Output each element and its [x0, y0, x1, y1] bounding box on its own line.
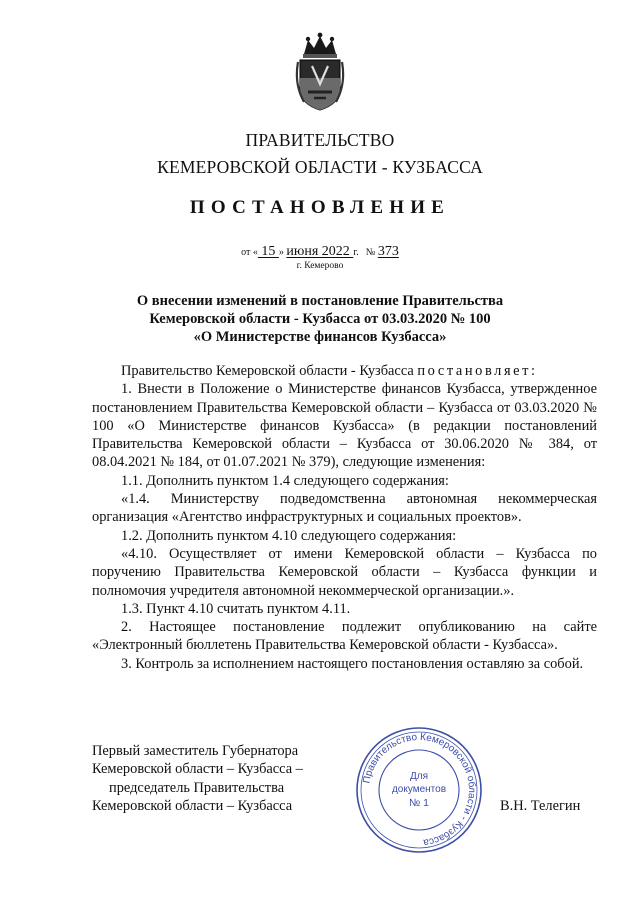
- signer-name: В.Н. Телегин: [500, 798, 581, 814]
- signer-line: председатель Правительства: [109, 779, 285, 796]
- document-body: [92, 362, 597, 673]
- intro-text: Правительство Кемеровской области - Кузбасса: [121, 363, 418, 379]
- paragraph-1-2-quote: «4.10. Осуществляет от имени Кемеровской области – Кузбасса по поручению Правительства Кемеровской области – Кузбасса функции и полномочия учредителя автономной некоммерческой организации.».: [92, 545, 597, 599]
- document-number: 373: [377, 244, 399, 259]
- signer-line: Первый заместитель Губернатора: [92, 743, 299, 759]
- paragraph-1-1-quote: «1.4. Министерству подведомственна автономная некоммерческая организация «Агентство инфраструктурных и социальных проектов».: [92, 491, 597, 526]
- date-mid: »: [278, 247, 287, 258]
- kemerovo-coat-of-arms-icon: [294, 32, 346, 112]
- signer-line: Кемеровской области – Кузбасса –: [92, 761, 303, 778]
- stamp-ring-text: Правительство Кемеровской области - Кузбасса: [361, 731, 478, 848]
- org-name-line2: КЕМЕРОВСКОЙ ОБЛАСТИ - КУЗБАССА: [157, 157, 483, 177]
- org-name-line1: ПРАВИТЕЛЬСТВО: [245, 130, 395, 150]
- intro-resolves: постановляет:: [417, 363, 538, 379]
- paragraph-2: 2. Настоящее постановление подлежит опубликованию на сайте «Электронный бюллетень Правительства Кемеровской области - Кузбасса».: [92, 619, 597, 654]
- subject-line: Кемеровской области - Кузбасса от 03.03.2020 № 100: [149, 311, 491, 327]
- stamp-center-line: документов: [391, 784, 447, 795]
- paragraph-1-2: 1.2. Дополнить пунктом 4.10 следующего содержания:: [121, 527, 457, 544]
- date-year-suffix: г.: [353, 247, 359, 258]
- date-month-year: июня 2022: [286, 244, 354, 259]
- stamp-center-line: № 1: [408, 797, 430, 809]
- document-date-line: [0, 244, 640, 260]
- paragraph-1-1: 1.1. Дополнить пунктом 1.4 следующего содержания:: [121, 472, 449, 489]
- document-subject: [120, 292, 520, 346]
- date-prefix: от «: [241, 247, 258, 258]
- paragraph-3: 3. Контроль за исполнением настоящего постановления оставляю за собой.: [121, 655, 584, 672]
- date-day: 15: [257, 244, 279, 259]
- stamp-center-line: Для: [409, 771, 429, 782]
- city-label: г. Кемерово: [296, 261, 344, 271]
- official-stamp: [354, 725, 484, 855]
- paragraph-1: 1. Внести в Положение о Министерстве финансов Кузбасса, утвержденное постановлением Правительства Кемеровской области – Кузбасса от 03.03.2020 № 100 «О Министерстве финансов Кузбасса» (в редакции постановлений Правительства Кемеровской области – Кузбасса от 30.06.2020 № 384, от 08.04.2021 № 184, от 01.07.2021 № 379), следующие изменения:: [92, 381, 597, 471]
- signer-title: [92, 742, 303, 815]
- signer-line: Кемеровской области – Кузбасса: [92, 797, 293, 814]
- intro-paragraph: [92, 362, 597, 380]
- subject-line: «О Министерстве финансов Кузбасса»: [193, 329, 447, 345]
- number-sign: №: [365, 247, 378, 258]
- document-type-title: ПОСТАНОВЛЕНИЕ: [189, 197, 451, 218]
- subject-line: О внесении изменений в постановление Правительства: [136, 293, 504, 309]
- paragraph-1-3: 1.3. Пункт 4.10 считать пунктом 4.11.: [121, 600, 351, 617]
